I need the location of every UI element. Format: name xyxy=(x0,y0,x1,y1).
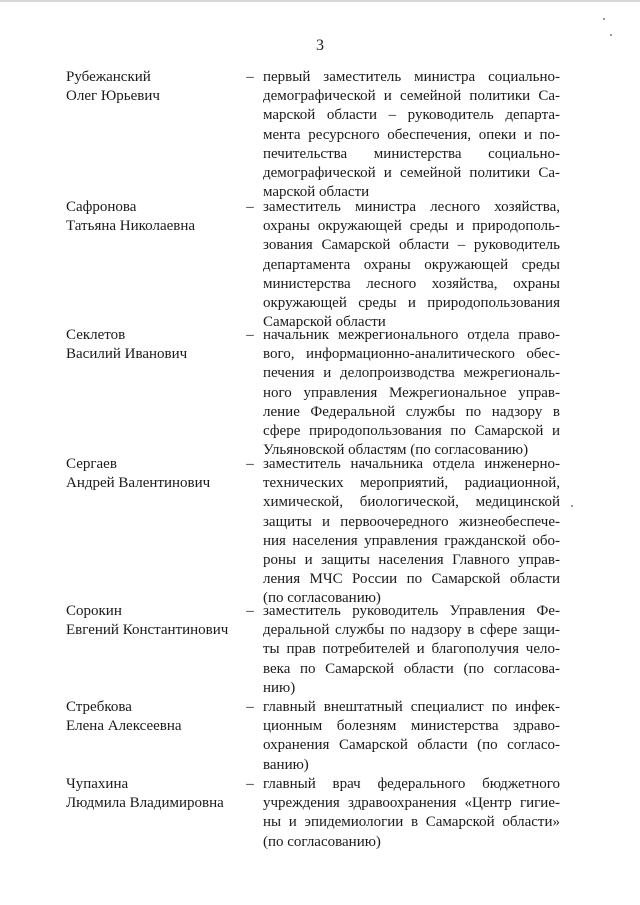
member-surname: Сафронова xyxy=(66,199,137,215)
dash-separator: – xyxy=(246,456,254,472)
position-line: министерства лесного хозяйства, охраны xyxy=(263,275,560,292)
member-position xyxy=(263,602,560,698)
member-given-names: Андрей Валентинович xyxy=(66,475,211,492)
dash-separator: – xyxy=(246,603,254,619)
position-line: заместитель руководитель Управления Фе- xyxy=(263,603,560,619)
dash-separator: – xyxy=(246,69,254,85)
member-surname: Стребкова xyxy=(66,699,132,715)
position-line: главный внештатный специалист по инфек- xyxy=(263,699,560,715)
member-given-names: Людмила Владимировна xyxy=(66,795,224,812)
position-line: охраны окружающей среды и природополь- xyxy=(263,218,560,235)
position-line: ления МЧС России по Самарской области xyxy=(263,571,560,588)
member-given-names: Олег Юрьевич xyxy=(66,88,160,105)
member-name xyxy=(66,326,244,364)
position-line: печения и делопроизводства межрегиональ- xyxy=(263,365,560,382)
position-line: охранения Самарской области (по согласо- xyxy=(263,737,560,754)
member-given-names: Евгений Константинович xyxy=(66,622,229,639)
position-line: ного управления Межрегиональное управ- xyxy=(263,384,560,401)
position-line: печительства министерства социально- xyxy=(263,145,560,162)
member-name xyxy=(66,455,244,493)
member-surname: Рубежанский xyxy=(66,69,151,85)
position-line: департамента охраны окружающей среды xyxy=(263,256,560,273)
scan-speck xyxy=(571,505,573,507)
position-line: нию) xyxy=(263,679,296,696)
position-line: заместитель министра лесного хозяйства, xyxy=(263,199,560,215)
member-surname: Сорокин xyxy=(66,603,122,619)
position-line: роны и защиты населения Главного управ- xyxy=(263,552,560,569)
position-line: защиты и первоочередного жизнеобеспече- xyxy=(263,513,560,530)
position-line: ны и эпидемиологии в Самарской области» xyxy=(263,814,560,831)
position-line: Ульяновской областям (по согласованию) xyxy=(263,442,529,459)
member-surname: Секлетов xyxy=(66,327,126,343)
scan-speck xyxy=(603,18,605,20)
position-line: вого, информационно-аналитического обес- xyxy=(263,346,560,363)
position-line: главный врач федерального бюджетного xyxy=(263,776,560,792)
position-line: химической, биологической, медицинской xyxy=(263,494,560,511)
member-position xyxy=(263,455,560,609)
position-line: ционным болезням министерства здраво- xyxy=(263,718,560,735)
position-line: начальник межрегионального отдела право- xyxy=(263,327,560,343)
position-line: ния населения управления гражданской обо- xyxy=(263,532,560,549)
position-line: демографической и семейной политики Са- xyxy=(263,88,560,105)
position-line: окружающей среды и природопользования xyxy=(263,295,560,312)
member-surname: Сергаев xyxy=(66,456,117,472)
member-position xyxy=(263,775,560,852)
position-line: века по Самарской области (по согласова- xyxy=(263,660,560,677)
member-position xyxy=(263,698,560,775)
member-name xyxy=(66,602,244,640)
position-line: ты прав потребителей и благополучия чело- xyxy=(263,641,560,658)
member-surname: Чупахина xyxy=(66,776,129,792)
position-line: технических мероприятий, радиационной, xyxy=(263,475,560,492)
dash-separator: – xyxy=(246,776,254,792)
position-line: сфере природопользования по Самарской и xyxy=(263,423,560,440)
scan-top-edge xyxy=(0,0,640,2)
dash-separator: – xyxy=(246,199,254,215)
member-given-names: Татьяна Николаевна xyxy=(66,218,196,235)
position-line: (по согласованию) xyxy=(263,590,381,607)
member-given-names: Елена Алексеевна xyxy=(66,718,182,735)
member-position xyxy=(263,326,560,460)
position-line: заместитель начальника отдела инженерно- xyxy=(263,456,560,472)
member-given-names: Василий Иванович xyxy=(66,346,188,363)
page-number: 3 xyxy=(316,37,324,54)
position-line: ление Федеральной службы по надзору в xyxy=(263,403,560,420)
position-line: учреждения здравоохранения «Центр гигие- xyxy=(263,795,560,812)
position-line: (по согласованию) xyxy=(263,833,381,850)
position-line: марской области – руководитель департа- xyxy=(263,107,560,124)
position-line: первый заместитель министра социально- xyxy=(263,69,560,85)
member-name xyxy=(66,775,244,813)
dash-separator: – xyxy=(246,699,254,715)
member-name xyxy=(66,198,244,236)
position-line: марской области xyxy=(263,184,370,201)
dash-separator: – xyxy=(246,327,254,343)
position-line: ванию) xyxy=(263,756,309,773)
member-position xyxy=(263,68,560,202)
position-line: Самарской области xyxy=(263,314,386,331)
member-position xyxy=(263,198,560,332)
position-line: демографической и семейной политики Са- xyxy=(263,165,560,182)
member-name xyxy=(66,698,244,736)
position-line: деральной службы по надзору в сфере защи- xyxy=(263,622,560,639)
position-line: мента ресурсного обеспечения, опеки и по- xyxy=(263,126,560,143)
position-line: зования Самарской области – руководитель xyxy=(263,237,560,254)
member-name xyxy=(66,68,244,106)
